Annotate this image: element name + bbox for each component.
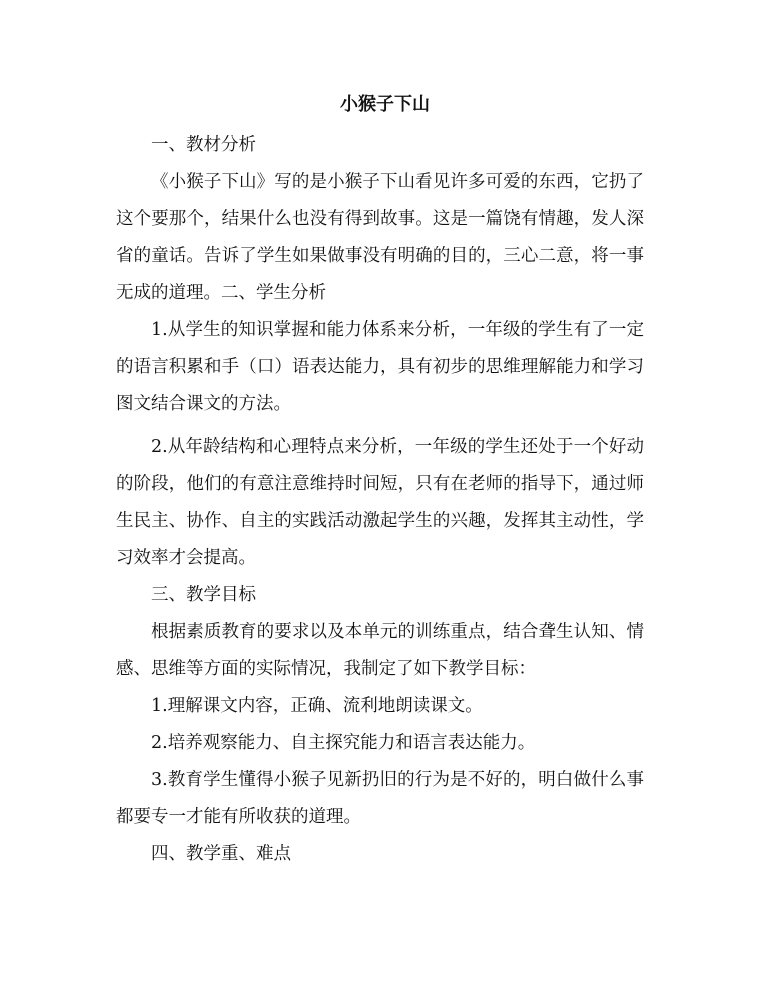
section-heading-textbook-analysis: 一、教材分析 (151, 135, 256, 155)
paragraph-student-analysis-1: 1.从学生的知识掌握和能力体系来分析，一年级的学生有了一定的语言积累和手（口）语表达能力，具有初步的思维理解能力和学习图文结合课文的方法。 (116, 320, 644, 414)
goal-item-2: 2.培养观察能力、自主探究能力和语言表达能力。 (151, 733, 536, 753)
section-heading-teaching-goals: 三、教学目标 (151, 585, 256, 605)
paragraph-student-analysis-2: 2.从年龄结构和心理特点来分析，一年级的学生还处于一个好动的阶段，他们的有意注意维持时间短，只有在老师的指导下，通过师生民主、协作、自主的实践活动激起学生的兴趣，发挥其主动性，学习效率才会提高。 (116, 437, 644, 568)
section-heading-key-points: 四、教学重、难点 (151, 844, 291, 864)
document-body (116, 127, 644, 873)
paragraph-goals-intro: 根据素质教育的要求以及本单元的训练重点，结合聋生认知、情感、思维等方面的实际情况，我制定了如下教学目标： (116, 622, 644, 679)
goal-item-3: 3.教育学生懂得小猴子见新扔旧的行为是不好的，明白做什么事都要专一才能有所收获的道理。 (116, 770, 644, 827)
goal-item-1: 1.理解课文内容，正确、流利地朗读课文。 (151, 696, 483, 716)
paragraph-story-summary: 《小猴子下山》写的是小猴子下山看见许多可爱的东西，它扔了这个要那个，结果什么也没有得到故事。这是一篇饶有情趣，发人深省的童话。告诉了学生如果做事没有明确的目的，三心二意，将一事无成的道理。二、学生分析 (116, 172, 644, 303)
document-title: 小猴子下山 (340, 94, 430, 115)
